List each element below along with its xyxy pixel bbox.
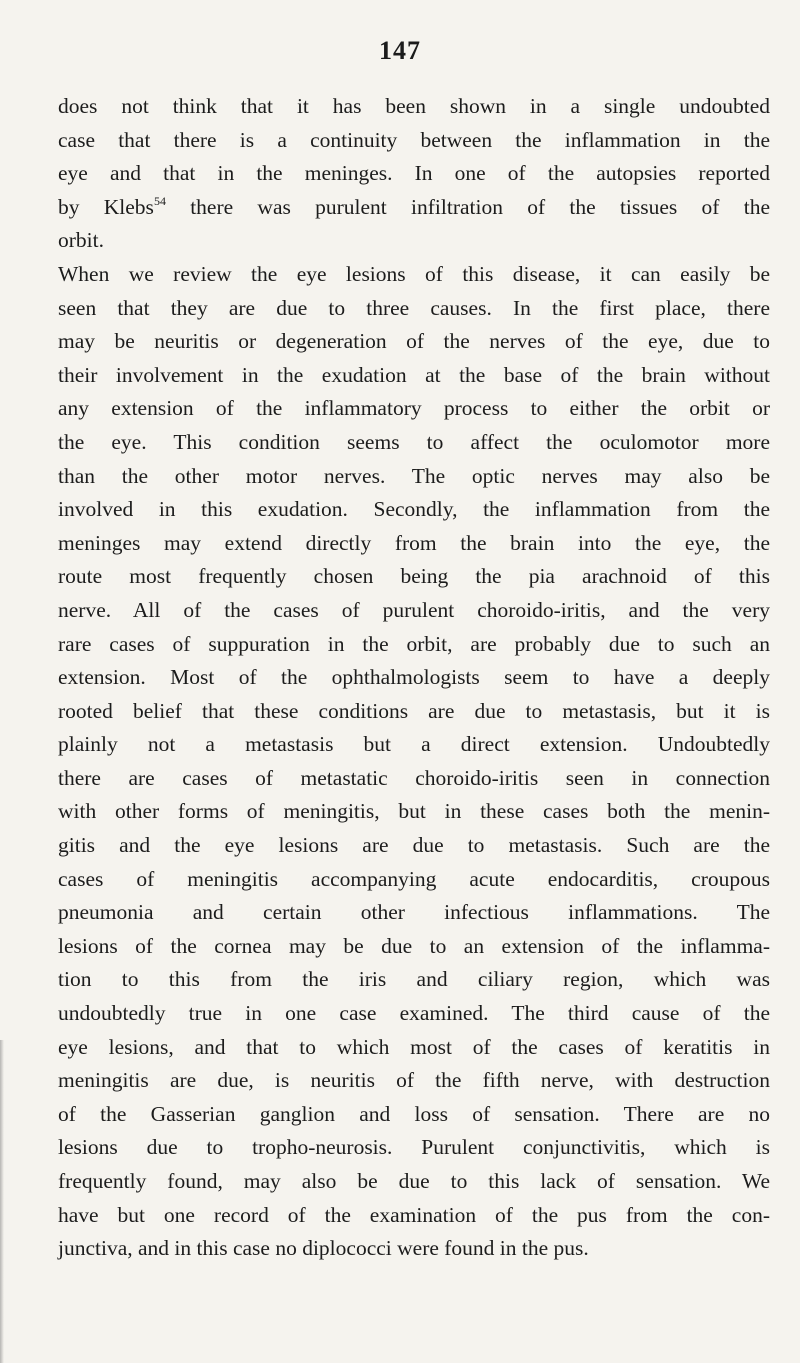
text-line: When we review the eye lesions of this disease, it can easily be — [58, 261, 770, 286]
text-line: pneumonia and certain other infectious inflammations. The — [58, 900, 770, 925]
text-line: any extension of the inflammatory process to either the orbit or — [58, 396, 770, 421]
text-line: involved in this exudation. Secondly, the inflammation from the — [58, 497, 770, 522]
text-line: route most frequently chosen being the pia arachnoid of this — [58, 564, 770, 589]
text-line: nerve. All of the cases of purulent choroido-iritis, and the very — [58, 597, 770, 622]
text-line: rare cases of suppuration in the orbit, are probably due to such an — [58, 631, 770, 656]
text-line-with-citation — [58, 191, 770, 225]
text-line: orbit. — [58, 228, 104, 253]
text-line: seen that they are due to three causes. In the first place, there — [58, 295, 770, 320]
citation-superscript: 54 — [153, 193, 166, 208]
text-line: eye lesions, and that to which most of the cases of keratitis in — [58, 1034, 770, 1059]
text-line: there are cases of metastatic choroido-iritis seen in connection — [58, 765, 770, 790]
text-line: gitis and the eye lesions are due to metastasis. Such are the — [58, 833, 770, 858]
text-line: extension. Most of the ophthalmologists seem to have a deeply — [58, 665, 770, 690]
text-line: plainly not a metastasis but a direct extension. Undoubtedly — [58, 732, 770, 757]
text-line: does not think that it has been shown in a single undoubted — [58, 94, 770, 118]
text-line: with other forms of meningitis, but in these cases both the menin- — [58, 799, 770, 824]
text-line: undoubtedly true in one case examined. The third cause of the — [58, 1001, 770, 1026]
text-line: tion to this from the iris and ciliary region, which was — [58, 967, 770, 992]
text-line: meninges may extend directly from the brain into the eye, the — [58, 530, 770, 555]
text-line: their involvement in the exudation at the base of the brain without — [58, 362, 770, 387]
text-line: rooted belief that these conditions are due to metastasis, but it is — [58, 698, 770, 723]
text-line: junctiva, and in this case no diplococci were found in the pus. — [58, 1236, 589, 1261]
text-line: may be neuritis or degeneration of the nerves of the eye, due to — [58, 329, 770, 354]
page-number: 147 — [379, 36, 421, 65]
paragraph-2 — [58, 258, 770, 1266]
text-line: lesions due to tropho-neurosis. Purulent conjunctivitis, which is — [58, 1135, 770, 1160]
paragraph-1 — [58, 90, 770, 258]
text-line: frequently found, may also be due to this lack of sensation. We — [58, 1169, 770, 1193]
text-line: eye and that in the meninges. In one of the autopsies reported — [58, 161, 770, 186]
text-line: case that there is a continuity between the inflammation in the — [58, 127, 770, 152]
text-line: of the Gasserian ganglion and loss of sensation. There are no — [58, 1101, 770, 1126]
text-fragment: by Klebs — [58, 194, 154, 219]
text-line: have but one record of the examination of the pus from the con- — [58, 1202, 770, 1227]
text-line: than the other motor nerves. The optic nerves may also be — [58, 463, 770, 488]
text-line: lesions of the cornea may be due to an extension of the inflamma- — [58, 933, 770, 958]
text-line: meningitis are due, is neuritis of the fifth nerve, with destruction — [58, 1068, 770, 1093]
body-text — [58, 90, 770, 1266]
text-line: the eye. This condition seems to affect the oculomotor more — [58, 429, 770, 454]
text-fragment: there was purulent infiltration of the tissues of the — [165, 194, 770, 219]
page-edge-shadow — [0, 1040, 4, 1363]
text-line: cases of meningitis accompanying acute endocarditis, croupous — [58, 866, 770, 891]
